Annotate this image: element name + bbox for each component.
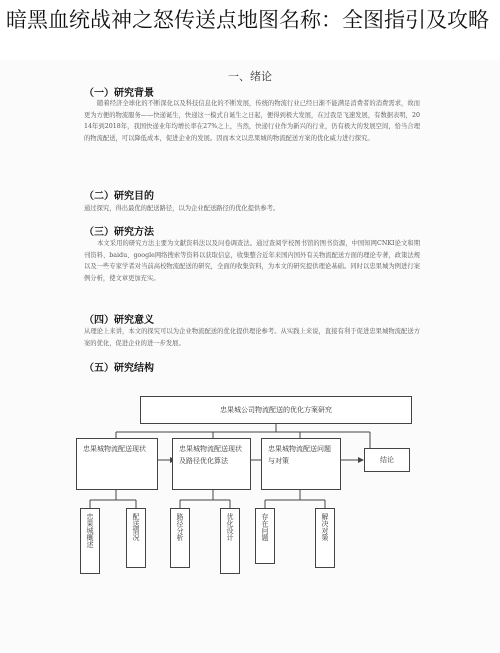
diagram-conclusion-box: 结论 — [364, 448, 410, 472]
diagram-leaf-design: 优化设计 — [220, 508, 240, 574]
heading-method: （三）研究方法 — [84, 227, 154, 238]
para-background: 随着经济全球化的不断深化以及科技信息化的不断发展，传统的物流行业已经日渐不能满足消费者的消费需求，故而更为方便的物流服务——快递诞生，快递这一模式自诞生之日起，便得到极大发展，在过我是飞速发展，有数据表明，2014年到2018年，我国快递业年均增长率在27%之上，当然，快递行业作为新兴的行业，仍有极大的发展空间，恰当合理的物流配送，可以降低成本，促进企业的发展。因而本文以忠果城的物流配送方案的优化威力进行探究。 — [84, 100, 420, 142]
diagram-leaf-solutions: 解决对策 — [315, 508, 335, 568]
heading-background: （一）研究背景 — [84, 88, 154, 99]
diagram-mid-box-2: 忠果城物流配送现状及路径优化算法 — [172, 438, 251, 490]
diagram-mid-box-3: 忠果城物流配送问题与对策 — [261, 438, 341, 490]
heading-structure: （五）研究结构 — [84, 363, 154, 374]
watermark — [410, 625, 490, 647]
para-method: 本文采用的研究方法主要为文献资料法以及问卷调查法。通过查阅学校图书馆的图书资源，中国知网CNKI论文和期刊资料、baidu、google网络搜索等资料以获取信息，收集整合近年来国内国外有关物流配送方面的理论专著，政策法规以及一些专家学者对当前高校物流配送的研究，全面的收集资料，为本文的研究提供理论基础。同时以忠果城为例进行案例分析，使文章更加充实。 — [84, 240, 420, 282]
diagram-mid-box-1: 忠果城物流配送现状 — [76, 438, 158, 490]
para-significance: 从理论上来讲，本文的探究可以为企业物流配送的优化提供理论参考。从实践上来说，直接有利于促进忠果城物流配送方案的优化，促进企业的进一步发展。 — [84, 328, 420, 347]
heading-purpose: （二）研究目的 — [84, 191, 154, 202]
page-headline: 暗黑血统战神之怒传送点地图名称：全图指引及攻略 — [6, 8, 489, 32]
diagram-top-box: 忠果城公司物流配送的优化方案研究 — [140, 396, 412, 424]
diagram-connectors — [0, 60, 500, 653]
diagram-leaf-delivery: 配送情况 — [126, 508, 146, 568]
document-page — [0, 60, 500, 653]
diagram-leaf-overview: 忠果城概述 — [80, 508, 100, 574]
section-title: 一、绪论 — [228, 70, 272, 83]
diagram-leaf-problems: 存在问题 — [255, 508, 275, 564]
para-purpose: 通过探究，得出最优的配送路径，以为企业配送路径的优化提供参考。 — [84, 205, 280, 212]
heading-significance: （四）研究意义 — [84, 315, 154, 326]
diagram-leaf-route: 路径分析 — [170, 508, 190, 568]
